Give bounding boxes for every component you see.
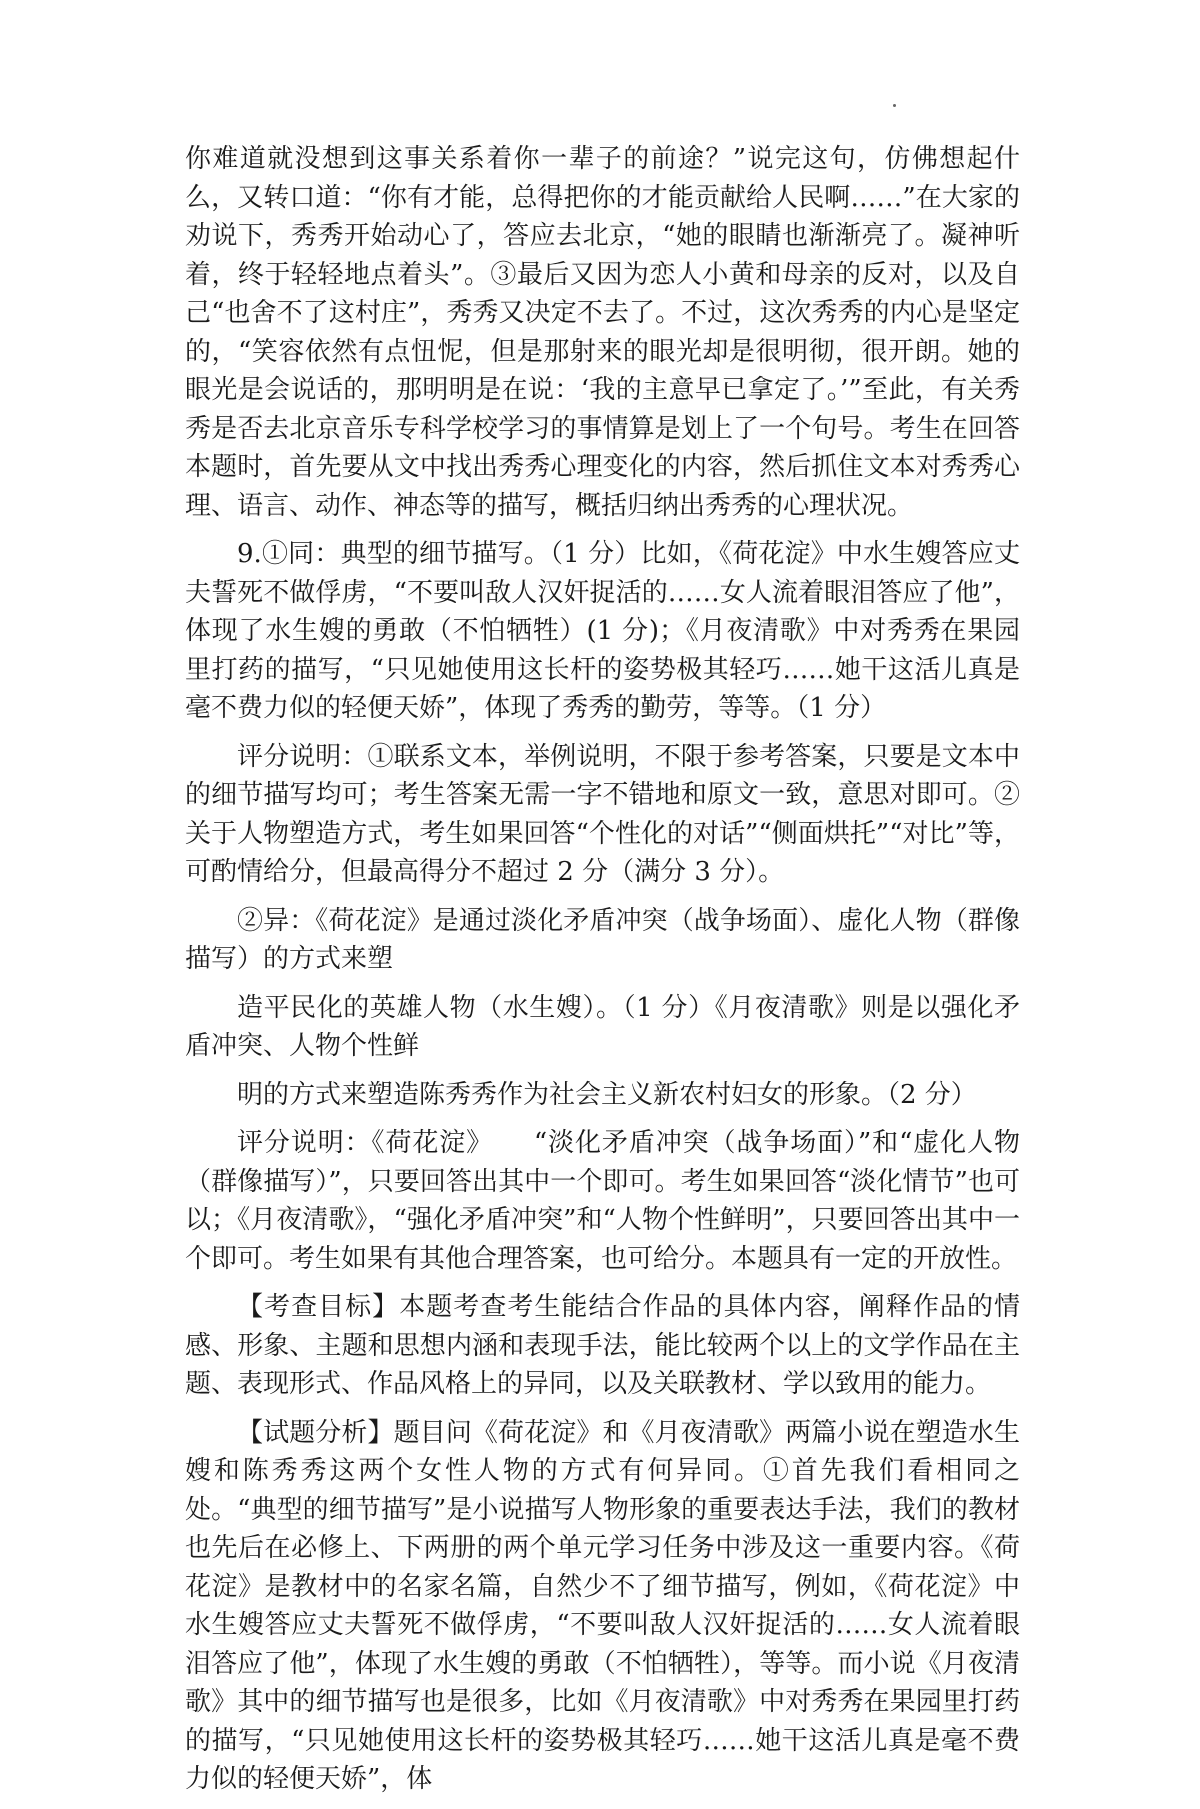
paragraph-answer-9-diff-part2: 造平民化的英雄人物（水生嫂）。（1 分）《月夜清歌》则是以强化矛盾冲突、人物个性鲜 [185,992,1020,1061]
paragraph-answer-9-diff-part3: 明的方式来塑造陈秀秀作为社会主义新农村妇女的形象。（2 分） [237,1079,977,1110]
paragraph-scoring-note-2: 评分说明：《荷花淀》 “淡化矛盾冲突（战争场面）”和“虚化人物（群像描写）”，只要回答出其中一个即可。考生如果回答“淡化情节”也可以；《月夜清歌》，“强化矛盾冲突”和“人物个性鲜明”，只要回答出其中一个即可。考生如果有其他合理答案，也可给分。本题具有一定的开放性。 [185,1128,1020,1274]
paragraph-answer-9-same: 9.①同：典型的细节描写。（1 分）比如，《荷花淀》中水生嫂答应丈夫誓死不做俘虏，“不要叫敌人汉奸捉活的……女人流着眼泪答应了他”，体现了水生嫂的勇敢（不怕牺牲）(1 分)；《月夜清歌》中对秀秀在果园里打药的描写，“只见她使用这长杆的姿势极其轻巧……她干这活儿真是毫不费力似的轻便天娇”，体现了秀秀的勤劳，等等。（1 分） [185,539,1020,723]
scan-dot-mark [893,104,896,107]
paragraph-question-analysis: 【试题分析】题目问《荷花淀》和《月夜清歌》两篇小说在塑造水生嫂和陈秀秀这两个女性人物的方式有何异同。①首先我们看相同之处。“典型的细节描写”是小说描写人物形象的重要表达手法，我们的教材也先后在必修上、下两册的两个单元学习任务中涉及这一重要内容。《荷花淀》是教材中的名家名篇，自然少不了细节描写，例如，《荷花淀》中水生嫂答应丈夫誓死不做俘虏，“不要叫敌人汉奸捉活的……女人流着眼泪答应了他”，体现了水生嫂的勇敢（不怕牺牲），等等。而小说《月夜清歌》其中的细节描写也是很多，比如《月夜清歌》中对秀秀在果园里打药的描写，“只见她使用这长杆的姿势极其轻巧……她干这活儿真是毫不费力似的轻便天娇”，体 [185,1417,1020,1794]
paragraph-answer-9-diff-part1: ②异：《荷花淀》是通过淡化矛盾冲突（战争场面）、虚化人物（群像描写）的方式来塑 [185,905,1020,974]
paragraph-continuation: 你难道就没想到这事关系着你一辈子的前途？”说完这句，仿佛想起什么，又转口道：“你有才能，总得把你的才能贡献给人民啊……”在大家的劝说下，秀秀开始动心了，答应去北京，“她的眼睛也渐渐亮了。凝神听着，终于轻轻地点着头”。③最后又因为恋人小黄和母亲的反对，以及自己“也舍不了这村庄”，秀秀又决定不去了。不过，这次秀秀的内心是坚定的，“笑容依然有点忸怩，但是那射来的眼光却是很明彻，很开朗。她的眼光是会说话的，那明明是在说：‘我的主意早已拿定了。’”至此，有关秀秀是否去北京音乐专科学校学习的事情算是划上了一个句号。考生在回答本题时，首先要从文中找出秀秀心理变化的内容，然后抓住文本对秀秀心理、语言、动作、神态等的描写，概括归纳出秀秀的心理状况。 [185,144,1020,521]
paragraph-exam-objective: 【考查目标】本题考查考生能结合作品的具体内容，阐释作品的情感、形象、主题和思想内涵和表现手法，能比较两个以上的文学作品在主题、表现形式、作品风格上的异同，以及关联教材、学以致用的能力。 [185,1292,1020,1399]
document-page [185,140,1020,1809]
paragraph-scoring-note-1: 评分说明：①联系文本，举例说明，不限于参考答案，只要是文本中的细节描写均可；考生答案无需一字不错地和原文一致，意思对即可。②关于人物塑造方式，考生如果回答“个性化的对话”“侧面烘托”“对比”等，可酌情给分，但最高得分不超过 2 分（满分 3 分）。 [185,741,1020,887]
